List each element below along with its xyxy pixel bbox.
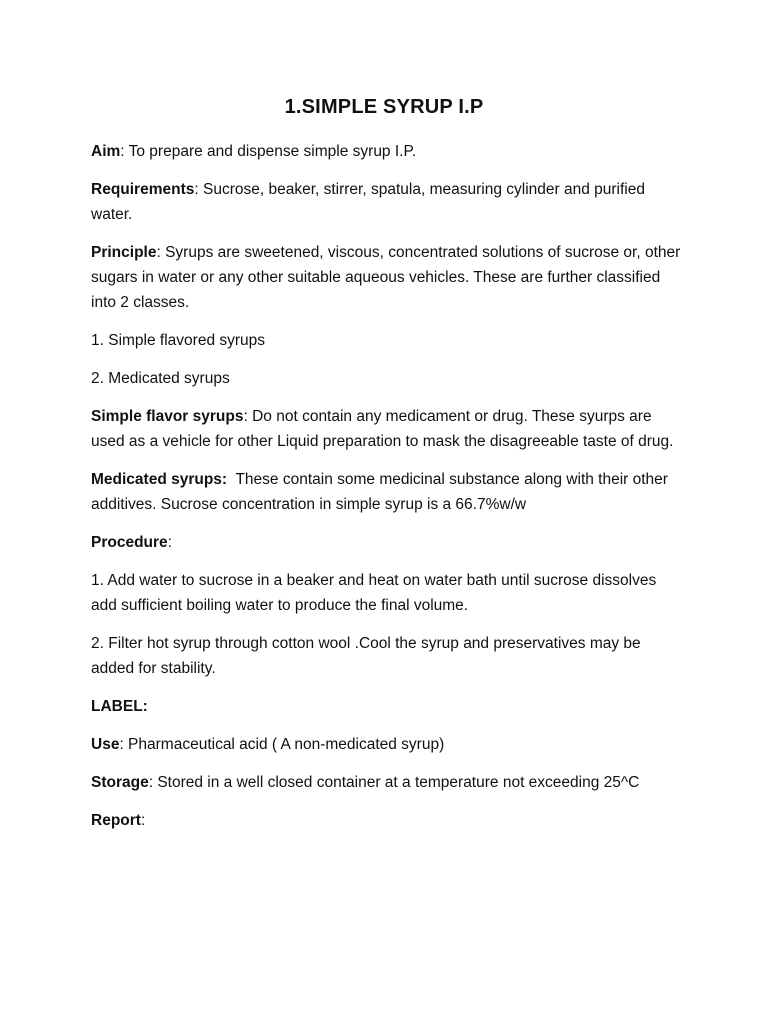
simple-flavor-text: : Do not contain any medicament or drug. These syurps are used as a vehicle for other Liquid preparation to mask the disagreeable taste of drug. [91, 408, 674, 450]
use-paragraph [91, 732, 681, 757]
principle-label: Principle [91, 244, 157, 261]
use-text: : Pharmaceutical acid ( A non-medicated syrup) [119, 736, 445, 753]
storage-text: : Stored in a well closed container at a temperature not exceeding 25^C [148, 774, 640, 791]
document-body [91, 139, 681, 846]
requirements-paragraph [91, 177, 681, 227]
principle-paragraph [91, 240, 681, 315]
medicated-text: These contain some medicinal substance along with their other additives. Sucrose concentration in simple syrup is a 66.7%w/w [91, 471, 673, 513]
storage-label: Storage [91, 774, 149, 791]
aim-paragraph [91, 139, 681, 164]
requirements-text: : Sucrose, beaker, stirrer, spatula, measuring cylinder and purified water. [91, 181, 645, 223]
procedure-heading [91, 530, 681, 555]
medicated-paragraph [91, 467, 681, 517]
class-item-2: 2. Medicated syrups [91, 370, 230, 387]
procedure-colon: : [167, 534, 172, 551]
use-label: Use [91, 736, 120, 753]
requirements-label: Requirements [91, 181, 195, 198]
principle-text: : Syrups are sweetened, viscous, concentrated solutions of sucrose or, other sugars in water or any other suitable aqueous vehicles. These are further classified into 2 classes. [91, 244, 681, 311]
class-item-1: 1. Simple flavored syrups [91, 332, 266, 349]
medicated-label: Medicated syrups: [91, 471, 228, 488]
document-title: 1.SIMPLE SYRUP I.P [284, 96, 484, 118]
label-heading: LABEL: [91, 698, 148, 715]
simple-flavor-paragraph [91, 404, 681, 454]
aim-label: Aim [91, 143, 121, 160]
aim-text: : To prepare and dispense simple syrup I.P. [120, 143, 417, 160]
simple-flavor-label: Simple flavor syrups [91, 408, 244, 425]
procedure-label: Procedure [91, 534, 168, 551]
storage-paragraph [91, 770, 681, 795]
procedure-step-1: 1. Add water to sucrose in a beaker and heat on water bath until sucrose dissolves add sufficient boiling water to produce the final volume. [91, 572, 657, 614]
report-label: Report [91, 812, 141, 829]
procedure-step-2: 2. Filter hot syrup through cotton wool .Cool the syrup and preservatives may be added for stability. [91, 635, 641, 677]
report-colon: : [140, 812, 146, 829]
report-heading [91, 808, 681, 833]
